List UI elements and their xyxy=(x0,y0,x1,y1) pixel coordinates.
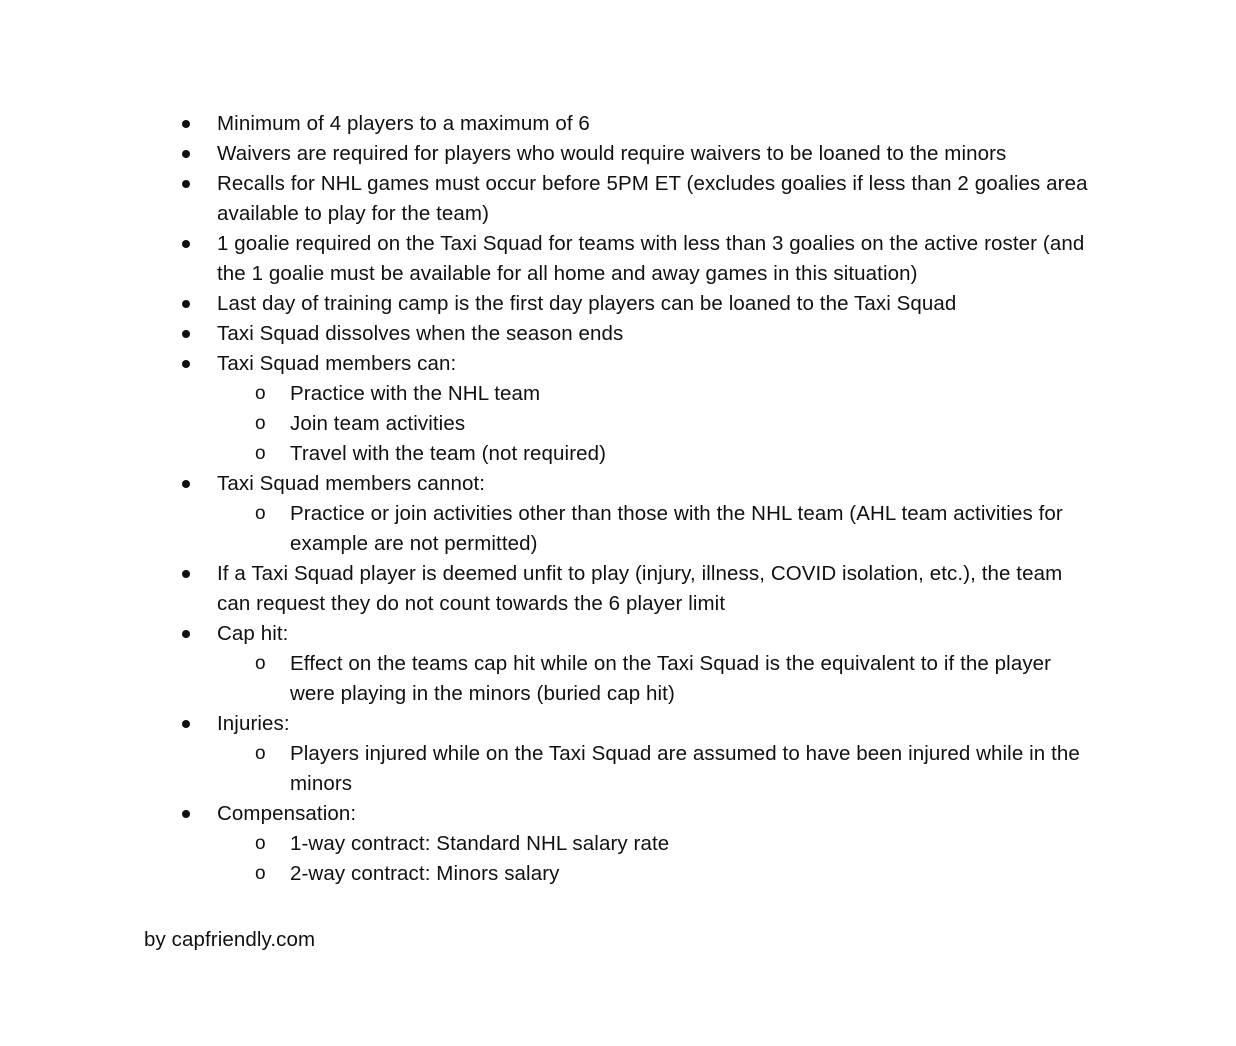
bullet-dot xyxy=(182,360,190,368)
bullet-dot xyxy=(182,720,190,728)
bullet-dot xyxy=(182,630,190,638)
list-item-text: 1 goalie required on the Taxi Squad for teams with less than 3 goalies on the active roster (and the 1 goalie must be available for all home and away games in this situation) xyxy=(217,232,1085,285)
list-item-text: Minimum of 4 players to a maximum of 6 xyxy=(217,112,590,135)
list-item xyxy=(0,559,1097,619)
sub-list-item xyxy=(0,379,1090,409)
list-item-text: Cap hit: xyxy=(217,622,289,645)
sub-bullet: o xyxy=(255,383,266,404)
bullet-dot xyxy=(182,570,190,578)
sub-bullet: o xyxy=(255,653,266,674)
list-item-text: Taxi Squad dissolves when the season ends xyxy=(217,322,624,345)
list-item-text: Waivers are required for players who would require waivers to be loaned to the minors xyxy=(217,142,1007,165)
sub-bullet: o xyxy=(255,863,266,884)
list-item-text: Last day of training camp is the first day players can be loaned to the Taxi Squad xyxy=(217,292,957,315)
list-item-text: Compensation: xyxy=(217,802,357,825)
list-item-text: Recalls for NHL games must occur before 5PM ET (excludes goalies if less than 2 goalies area available to play for the team) xyxy=(217,172,1088,225)
sub-list-item xyxy=(0,649,1090,709)
list-item xyxy=(0,799,1097,829)
sub-list-item-text: 2-way contract: Minors salary xyxy=(290,862,560,885)
list-item xyxy=(0,109,1097,139)
sub-list-item xyxy=(0,439,1090,469)
list-item-text: Taxi Squad members cannot: xyxy=(217,472,486,495)
list-item xyxy=(0,709,1097,739)
list-item xyxy=(0,229,1097,289)
sub-bullet: o xyxy=(255,833,266,854)
bullet-dot xyxy=(182,300,190,308)
document-body xyxy=(0,109,1236,889)
bullet-dot xyxy=(182,810,190,818)
list-item xyxy=(0,289,1097,319)
sub-list-item-text: Practice or join activities other than those with the NHL team (AHL team activities for example are not permitted) xyxy=(290,502,1063,555)
sub-list-item-text: Players injured while on the Taxi Squad are assumed to have been injured while in the minors xyxy=(290,742,1080,795)
list-item xyxy=(0,349,1097,379)
sub-list-item-text: Join team activities xyxy=(290,412,466,435)
sub-bullet: o xyxy=(255,413,266,434)
source-credit: by capfriendly.com xyxy=(144,928,316,951)
bullet-dot xyxy=(182,150,190,158)
sub-list-item xyxy=(0,859,1090,889)
sub-bullet: o xyxy=(255,443,266,464)
list-item-text: Injuries: xyxy=(217,712,290,735)
list-item xyxy=(0,319,1097,349)
list-item xyxy=(0,139,1097,169)
sub-list-item-text: 1-way contract: Standard NHL salary rate xyxy=(290,832,670,855)
list-item-text: If a Taxi Squad player is deemed unfit to play (injury, illness, COVID isolation, etc.), the team can request they do not count towards the 6 player limit xyxy=(217,562,1063,615)
list-item xyxy=(0,169,1097,229)
sub-list-item xyxy=(0,739,1090,799)
list-item xyxy=(0,619,1097,649)
sub-bullet: o xyxy=(255,743,266,764)
bullet-list xyxy=(0,109,1236,889)
sub-list-item-text: Travel with the team (not required) xyxy=(290,442,607,465)
sub-list-item xyxy=(0,829,1090,859)
list-item xyxy=(0,469,1097,499)
list-item-text: Taxi Squad members can: xyxy=(217,352,457,375)
sub-list-item xyxy=(0,499,1090,559)
sub-list-item-text: Effect on the teams cap hit while on the Taxi Squad is the equivalent to if the player were playing in the minors (buried cap hit) xyxy=(290,652,1052,705)
bullet-dot xyxy=(182,120,190,128)
sub-bullet: o xyxy=(255,503,266,524)
bullet-dot xyxy=(182,480,190,488)
bullet-dot xyxy=(182,330,190,338)
bullet-dot xyxy=(182,180,190,188)
sub-list-item xyxy=(0,409,1090,439)
bullet-dot xyxy=(182,240,190,248)
sub-list-item-text: Practice with the NHL team xyxy=(290,382,541,405)
